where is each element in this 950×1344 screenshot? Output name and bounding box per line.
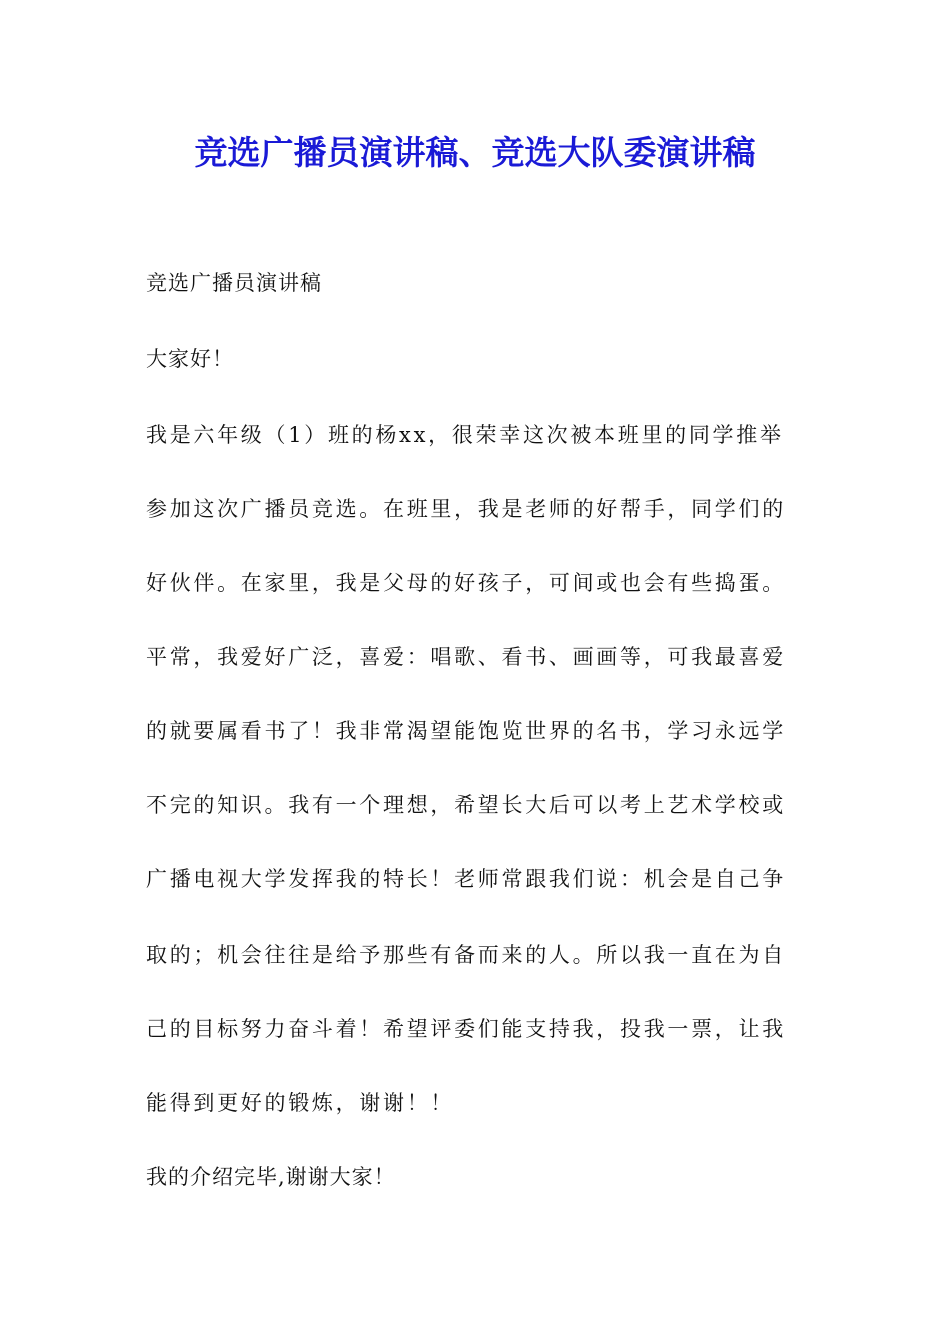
section-heading: 竞选广播员演讲稿 — [146, 271, 322, 295]
body-line-1: 我是六年级（1）班的杨xx，很荣幸这次被本班里的同学推举 — [146, 423, 784, 447]
document-title: 竞选广播员演讲稿、竞选大队委演讲稿 — [194, 133, 756, 172]
greeting-line: 大家好！ — [146, 347, 234, 371]
body-line-8: 取的；机会往往是给予那些有备而来的人。所以我一直在为自 — [146, 943, 786, 967]
body-line-4: 平常，我爱好广泛，喜爱：唱歌、看书、画画等，可我最喜爱 — [146, 645, 786, 669]
closing-line: 我的介绍完毕,谢谢大家！ — [146, 1165, 396, 1189]
body-line-7: 广播电视大学发挥我的特长！老师常跟我们说：机会是自己争 — [146, 867, 786, 891]
body-line-10: 能得到更好的锻炼，谢谢！！ — [146, 1091, 455, 1115]
body-line-6: 不完的知识。我有一个理想，希望长大后可以考上艺术学校或 — [146, 793, 786, 817]
body-line-3: 好伙伴。在家里，我是父母的好孩子，可间或也会有些捣蛋。 — [146, 571, 786, 595]
body-line-5: 的就要属看书了！我非常渴望能饱览世界的名书，学习永远学 — [146, 719, 786, 743]
body-line-9: 己的目标努力奋斗着！希望评委们能支持我，投我一票，让我 — [146, 1017, 786, 1041]
body-line-2: 参加这次广播员竞选。在班里，我是老师的好帮手，同学们的 — [146, 497, 786, 521]
